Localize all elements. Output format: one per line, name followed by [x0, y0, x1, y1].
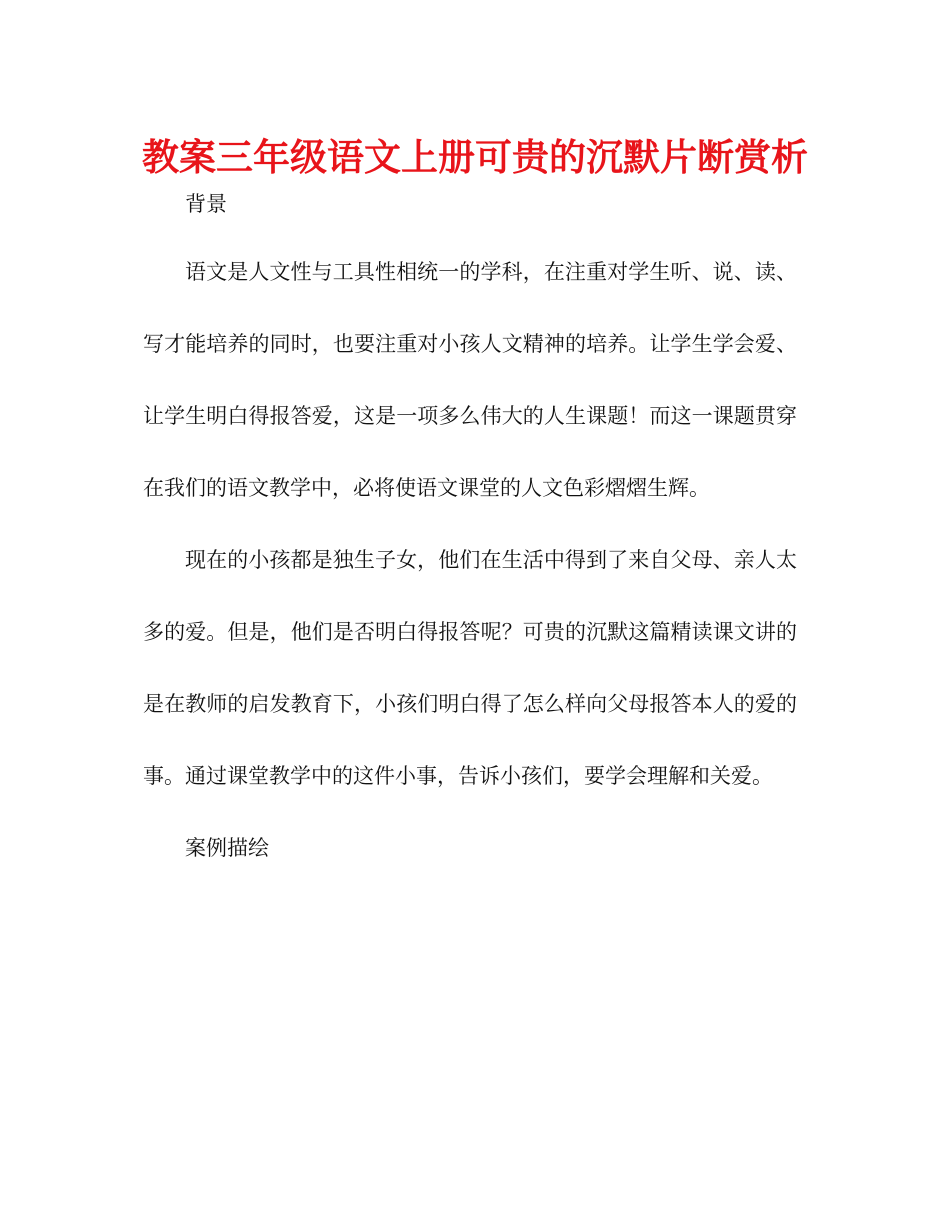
document-body [143, 184, 797, 868]
paragraph-background: 语文是人文性与工具性相统一的学科，在注重对学生听、说、读、写才能培养的同时，也要注重对小孩人文精神的培养。让学生学会爱、让学生明白得报答爱，这是一项多么伟大的人生课题！而这一课题贯穿在我们的语文教学中，必将使语文课堂的人文色彩熠熠生辉。 [143, 260, 797, 500]
document-title: 教案三年级语文上册可贵的沉默片断赏析 [142, 136, 808, 179]
section-heading-background: 背景 [185, 192, 227, 216]
section-heading-case: 案例描绘 [185, 836, 269, 860]
paragraph-context: 现在的小孩都是独生子女，他们在生活中得到了来自父母、亲人太多的爱。但是，他们是否明白得报答呢？可贵的沉默这篇精读课文讲的是在教师的启发教育下，小孩们明白得了怎么样向父母报答本人的爱的事。通过课堂教学中的这件小事，告诉小孩们，要学会理解和关爱。 [143, 548, 797, 788]
